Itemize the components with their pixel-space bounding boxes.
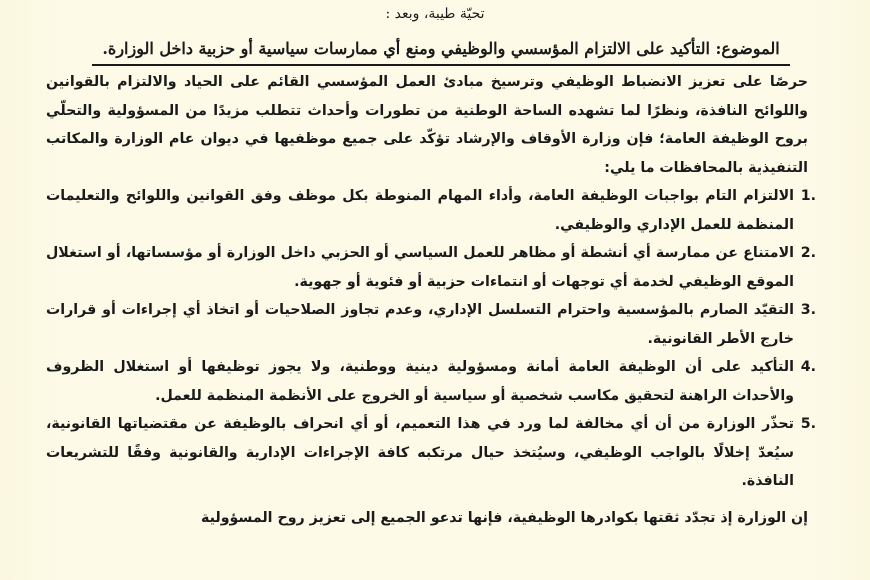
item-text: تحذّر الوزارة من أن أي مخالفة لما ورد في هذا التعميم، أو أي انحراف بالوظيفة عن مقتضياتها القانونية، سيُعدّ إخلالًا بالواجب الوظيفي، وسيُتخذ حيال مرتكبه كافة الإجراءات الإدارية والقانونية وفقًا للتشريعات النافذة. — [46, 416, 794, 489]
item-number: 3. — [800, 302, 816, 318]
directive-item — [46, 296, 816, 353]
item-text: التأكيد على أن الوظيفة العامة أمانة ومسؤولية دينية ووطنية، ولا يجوز توظيفها أو استغلال الظروف والأحداث الراهنة لتحقيق مكاسب شخصية أو سياسية أو الخروج على الأنظمة المنظمة للعمل. — [46, 359, 794, 404]
document-body — [46, 68, 816, 532]
item-number: 5. — [800, 416, 816, 432]
directive-item — [46, 182, 816, 239]
intro-paragraph — [46, 68, 816, 182]
directive-item — [46, 410, 816, 496]
item-number: 4. — [800, 359, 816, 375]
item-text: الالتزام التام بواجبات الوظيفة العامة، وأداء المهام المنوطة بكل موظف وفق القوانين واللوائح والتعليمات المنظمة للعمل الإداري والوظيفي. — [46, 188, 794, 233]
subject-heading: الموضوع: التأكيد على الالتزام المؤسسي والوظيفي ومنع أي ممارسات سياسية أو حزبية داخل الوزارة. — [92, 36, 790, 66]
greeting-line: تحيّة طيبة، وبعد : — [385, 6, 485, 22]
directive-item — [46, 239, 816, 296]
intro-text: حرصًا على تعزيز الانضباط الوظيفي وترسيخ مبادئ العمل المؤسسي القائم على الحياد والالتزام بالقوانين واللوائح النافذة، ونظرًا لما تشهده الساحة الوطنية من تطورات وأحداث تتطلب مزيدًا من المسؤولية والتحلّي بروح الوظيفة العامة؛ فإن وزارة الأوقاف والإرشاد تؤكّد على جميع موظفيها في ديوان عام الوزارة والمكاتب التنفيذية بالمحافظات ما يلي: — [46, 74, 808, 176]
directives-list — [46, 182, 816, 496]
directive-item — [46, 353, 816, 410]
item-text: الامتناع عن ممارسة أي أنشطة أو مظاهر للعمل السياسي أو الحزبي داخل الوزارة أو مؤسساتها، أو استغلال الموقع الوظيفي لخدمة أي توجهات أو انتماءات حزبية أو فئوية أو جهوية. — [46, 245, 794, 290]
item-number: 1. — [800, 188, 816, 204]
closing-paragraph: إن الوزارة إذ تجدّد ثقتها بكوادرها الوظيفية، فإنها تدعو الجميع إلى تعزيز روح المسؤولية — [200, 509, 808, 526]
item-text: التقيّد الصارم بالمؤسسية واحترام التسلسل الإداري، وعدم تجاوز الصلاحيات أو اتخاذ أي إجراءات أو قرارات خارج الأطر القانونية. — [46, 302, 794, 347]
item-number: 2. — [800, 245, 816, 261]
